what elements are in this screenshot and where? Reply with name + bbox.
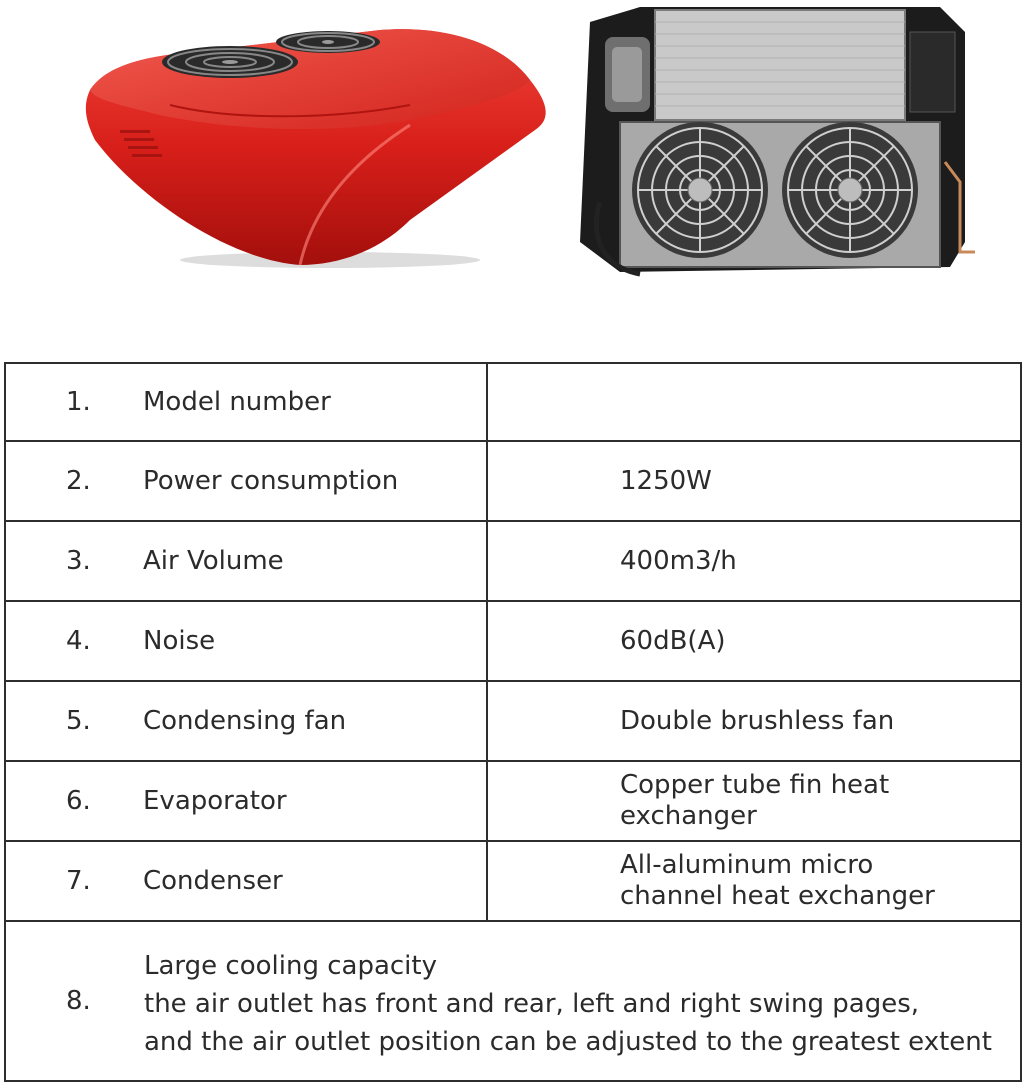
spec-value bbox=[487, 841, 1021, 921]
spec-name: Condensing fan bbox=[131, 681, 487, 761]
row-number: 8. bbox=[66, 985, 91, 1016]
internal-fan-right bbox=[782, 122, 918, 258]
spec-name: Model number bbox=[131, 363, 487, 441]
spec-value-line: Copper tube fin heat bbox=[620, 770, 890, 800]
spec-value-line: exchanger bbox=[620, 801, 757, 831]
table-row bbox=[5, 363, 1021, 441]
row-number: 3. bbox=[5, 521, 131, 601]
ac-internal-photo bbox=[560, 2, 980, 287]
row-number: 5. bbox=[5, 681, 131, 761]
row-number: 7. bbox=[5, 841, 131, 921]
spec-name: Air Volume bbox=[131, 521, 487, 601]
table-row bbox=[5, 761, 1021, 841]
table-row bbox=[5, 841, 1021, 921]
spec-table bbox=[4, 362, 1022, 1082]
table-row bbox=[5, 681, 1021, 761]
fan-grille-right bbox=[276, 31, 380, 53]
table-row bbox=[5, 921, 1021, 1081]
row-number: 6. bbox=[5, 761, 131, 841]
product-photos bbox=[0, 0, 1024, 300]
feature-cell bbox=[5, 921, 1021, 1081]
row-number: 4. bbox=[5, 601, 131, 681]
feature-line: Large cooling capacity bbox=[144, 951, 437, 981]
row-number: 2. bbox=[5, 441, 131, 521]
fan-grille-left bbox=[162, 46, 298, 78]
spec-value: Double brushless fan bbox=[487, 681, 1021, 761]
spec-value bbox=[487, 363, 1021, 441]
spec-value: 400m3/h bbox=[487, 521, 1021, 601]
spec-value bbox=[487, 761, 1021, 841]
spec-value: 60dB(A) bbox=[487, 601, 1021, 681]
feature-line: and the air outlet position can be adjusted to the greatest extent bbox=[144, 1027, 992, 1057]
internal-fan-left bbox=[632, 122, 768, 258]
spec-value-line: All-aluminum micro bbox=[620, 850, 874, 880]
spec-name: Evaporator bbox=[131, 761, 487, 841]
table-row bbox=[5, 521, 1021, 601]
table-row bbox=[5, 441, 1021, 521]
spec-name: Noise bbox=[131, 601, 487, 681]
spec-name: Power consumption bbox=[131, 441, 487, 521]
row-number: 1. bbox=[5, 363, 131, 441]
red-ac-unit-photo bbox=[80, 20, 550, 270]
feature-line: the air outlet has front and rear, left and right swing pages, bbox=[144, 989, 920, 1019]
spec-value-line: channel heat exchanger bbox=[620, 881, 935, 911]
spec-value: 1250W bbox=[487, 441, 1021, 521]
table-row bbox=[5, 601, 1021, 681]
spec-name: Condenser bbox=[131, 841, 487, 921]
